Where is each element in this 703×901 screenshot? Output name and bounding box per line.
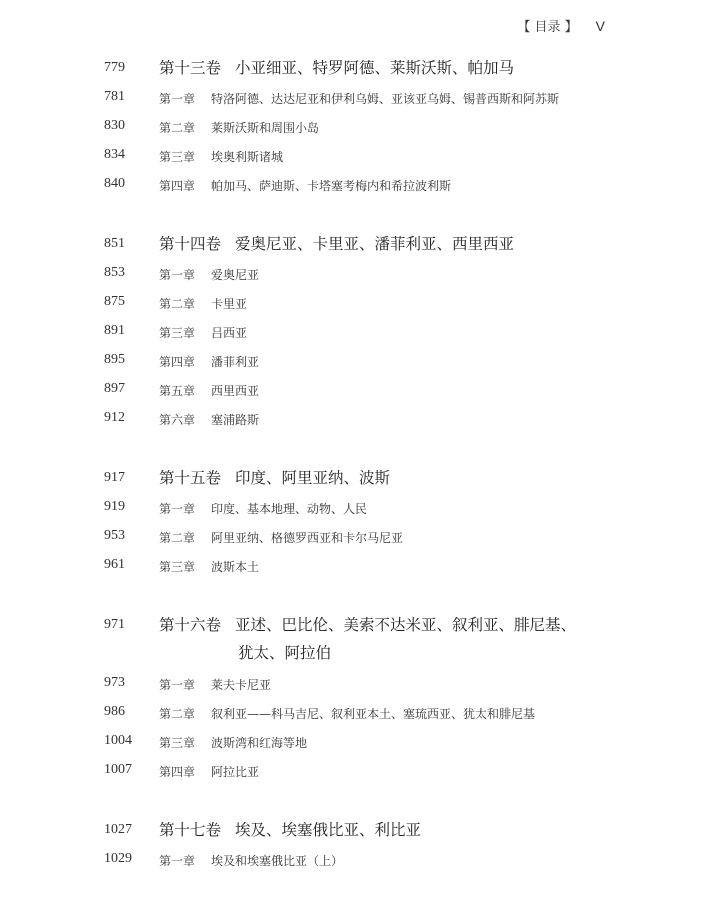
chapter-label: 第三章 xyxy=(159,736,196,750)
chapter-label: 第一章 xyxy=(159,502,196,516)
volume-page: 917 xyxy=(104,470,125,485)
volume-title: 亚述、巴比伦、美索不达米亚、叙利亚、腓尼基、 xyxy=(235,616,577,634)
chapter-title: 帕加马、萨迪斯、卡塔塞考梅内和希拉波利斯 xyxy=(211,179,452,193)
chapter-label: 第一章 xyxy=(159,92,196,106)
chapter-title: 叙利亚——科马吉尼、叙利亚本土、塞琉西亚、犹太和腓尼基 xyxy=(211,707,536,721)
chapter-page: 875 xyxy=(104,294,125,309)
volume-title-continuation: 犹太、阿拉伯 xyxy=(238,644,332,662)
chapter-title: 阿里亚纳、格德罗西亚和卡尔马尼亚 xyxy=(211,531,404,545)
chapter-page: 973 xyxy=(104,675,125,690)
chapter-label: 第二章 xyxy=(159,121,196,135)
volume-label: 第十七卷 xyxy=(159,821,222,839)
page-header xyxy=(517,16,605,35)
chapter-page: 1007 xyxy=(104,762,132,777)
chapter-title: 卡里亚 xyxy=(211,297,248,311)
chapter-title: 特洛阿德、达达尼亚和伊利乌姆、亚该亚乌姆、锡普西斯和阿苏斯 xyxy=(211,92,560,106)
volume-label: 第十三卷 xyxy=(159,59,222,77)
chapter-label: 第五章 xyxy=(159,384,196,398)
chapter-page: 834 xyxy=(104,147,125,162)
chapter-page: 895 xyxy=(104,352,125,367)
volume-heading xyxy=(159,54,514,82)
chapter-page: 840 xyxy=(104,176,125,191)
chapter-title: 爱奥尼亚 xyxy=(211,268,260,282)
chapter-title: 莱斯沃斯和周围小岛 xyxy=(211,121,320,135)
chapter-title: 塞浦路斯 xyxy=(211,413,260,427)
chapter-label: 第二章 xyxy=(159,297,196,311)
chapter-page: 897 xyxy=(104,381,125,396)
volume-heading xyxy=(159,464,390,492)
chapter-label: 第四章 xyxy=(159,355,196,369)
chapter-page: 891 xyxy=(104,323,125,338)
volume-label: 第十四卷 xyxy=(159,235,222,253)
chapter-title: 印度、基本地理、动物、人民 xyxy=(211,502,368,516)
chapter-title: 吕西亚 xyxy=(211,326,248,340)
chapter-page: 853 xyxy=(104,265,125,280)
volume-heading xyxy=(159,230,514,258)
volume-heading xyxy=(159,611,576,667)
volume-title: 印度、阿里亚纳、波斯 xyxy=(235,469,391,487)
chapter-page: 986 xyxy=(104,704,125,719)
chapter-page: 912 xyxy=(104,410,125,425)
chapter-label: 第一章 xyxy=(159,268,196,282)
chapter-page: 1029 xyxy=(104,851,132,866)
chapter-page: 919 xyxy=(104,499,125,514)
chapter-page: 781 xyxy=(104,89,125,104)
chapter-label: 第六章 xyxy=(159,413,196,427)
volume-page: 779 xyxy=(104,60,125,75)
chapter-page: 953 xyxy=(104,528,125,543)
chapter-label: 第三章 xyxy=(159,326,196,340)
volume-page: 1027 xyxy=(104,822,132,837)
chapter-page: 961 xyxy=(104,557,125,572)
chapter-title: 莱夫卡尼亚 xyxy=(211,678,272,692)
volume-title: 小亚细亚、特罗阿德、莱斯沃斯、帕加马 xyxy=(235,59,515,77)
volume-label: 第十五卷 xyxy=(159,469,222,487)
chapter-title: 波斯湾和红海等地 xyxy=(211,736,308,750)
volume-page: 971 xyxy=(104,617,125,632)
volume-title: 爱奥尼亚、卡里亚、潘菲利亚、西里西亚 xyxy=(235,235,515,253)
chapter-label: 第一章 xyxy=(159,678,196,692)
section-label: 【 目录 】 xyxy=(517,20,578,35)
chapter-label: 第二章 xyxy=(159,531,196,545)
chapter-page: 1004 xyxy=(104,733,132,748)
chapter-title: 阿拉比亚 xyxy=(211,765,260,779)
chapter-label: 第二章 xyxy=(159,707,196,721)
chapter-label: 第四章 xyxy=(159,765,196,779)
chapter-label: 第一章 xyxy=(159,854,196,868)
chapter-title: 埃奥利斯诸城 xyxy=(211,150,284,164)
chapter-label: 第三章 xyxy=(159,150,196,164)
chapter-label: 第三章 xyxy=(159,560,196,574)
volume-title: 埃及、埃塞俄比亚、利比亚 xyxy=(235,821,422,839)
chapter-title: 潘菲利亚 xyxy=(211,355,260,369)
chapter-title: 波斯本土 xyxy=(211,560,260,574)
chapter-title: 西里西亚 xyxy=(211,384,260,398)
page-number-roman: V xyxy=(595,18,605,34)
volume-heading xyxy=(159,816,421,844)
volume-label: 第十六卷 xyxy=(159,616,222,634)
chapter-label: 第四章 xyxy=(159,179,196,193)
chapter-page: 830 xyxy=(104,118,125,133)
volume-page: 851 xyxy=(104,236,125,251)
chapter-title: 埃及和埃塞俄比亚（上） xyxy=(211,854,344,868)
